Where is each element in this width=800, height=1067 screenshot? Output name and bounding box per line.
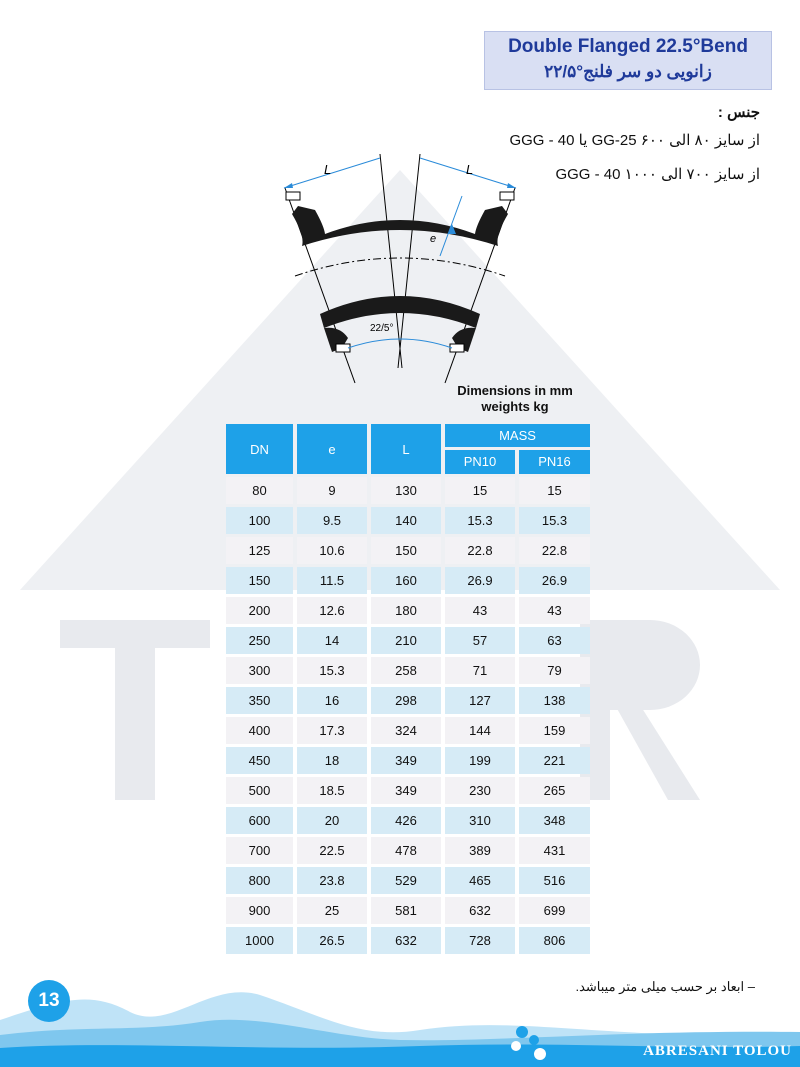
cell-e: 12.6 [297,597,367,624]
cell-l: 529 [371,867,441,894]
table-row [226,477,590,504]
cell-e: 9.5 [297,507,367,534]
table-row [226,717,590,744]
cell-dn: 100 [226,507,293,534]
cell-mass-pn10: 310 [445,807,515,834]
cell-mass-pn16: 15 [519,477,590,504]
cell-l: 180 [371,597,441,624]
title-box [484,31,772,90]
table-row [226,597,590,624]
cell-e: 9 [297,477,367,504]
cell-mass-pn10: 43 [445,597,515,624]
table-row [226,927,590,954]
cell-dn: 450 [226,747,293,774]
cell-l: 160 [371,567,441,594]
cell-e: 18.5 [297,777,367,804]
table-row [226,657,590,684]
cell-e: 23.8 [297,867,367,894]
cell-mass-pn16: 26.9 [519,567,590,594]
diagram-label-l-left: L [324,162,332,177]
cell-e: 14 [297,627,367,654]
cell-mass-pn10: 465 [445,867,515,894]
cell-dn: 900 [226,897,293,924]
cell-mass-pn16: 43 [519,597,590,624]
cell-dn: 80 [226,477,293,504]
table-row [226,687,590,714]
cell-dn: 350 [226,687,293,714]
header-mass: MASS [445,424,590,447]
cell-mass-pn16: 22.8 [519,537,590,564]
table-row [226,747,590,774]
table-row [226,507,590,534]
cell-mass-pn16: 79 [519,657,590,684]
cell-mass-pn10: 230 [445,777,515,804]
cell-l: 632 [371,927,441,954]
cell-dn: 300 [226,657,293,684]
cell-e: 26.5 [297,927,367,954]
bend-diagram [270,148,530,388]
cell-l: 210 [371,627,441,654]
cell-l: 258 [371,657,441,684]
cell-mass-pn10: 728 [445,927,515,954]
cell-e: 10.6 [297,537,367,564]
cell-dn: 125 [226,537,293,564]
cell-mass-pn16: 63 [519,627,590,654]
cell-dn: 200 [226,597,293,624]
cell-l: 324 [371,717,441,744]
cell-e: 11.5 [297,567,367,594]
cell-mass-pn16: 159 [519,717,590,744]
cell-l: 478 [371,837,441,864]
cell-l: 298 [371,687,441,714]
cell-mass-pn10: 127 [445,687,515,714]
cell-l: 349 [371,777,441,804]
cell-mass-pn10: 15 [445,477,515,504]
cell-l: 140 [371,507,441,534]
cell-mass-pn10: 144 [445,717,515,744]
diagram-label-l-right: L [466,162,474,177]
cell-mass-pn16: 806 [519,927,590,954]
cell-l: 426 [371,807,441,834]
cell-dn: 150 [226,567,293,594]
title-english: Double Flanged 22.5°Bend [508,36,748,57]
cell-dn: 400 [226,717,293,744]
cell-mass-pn16: 138 [519,687,590,714]
header-pn10: PN10 [445,450,515,474]
table-row [226,837,590,864]
diagram-label-e: e [430,233,437,245]
material-line-1: از سایز ۸۰ الی ۶۰۰ GG-25 یا GGG - 40 [509,132,760,149]
cell-mass-pn10: 57 [445,627,515,654]
cell-mass-pn10: 389 [445,837,515,864]
cell-l: 581 [371,897,441,924]
cell-e: 25 [297,897,367,924]
table-body [226,477,590,954]
table-row [226,567,590,594]
table-row [226,867,590,894]
cell-mass-pn10: 15.3 [445,507,515,534]
header-l: L [371,424,441,474]
diagram-label-angle: 22/5° [370,323,394,334]
cell-dn: 500 [226,777,293,804]
cell-dn: 250 [226,627,293,654]
cell-e: 18 [297,747,367,774]
cell-mass-pn10: 632 [445,897,515,924]
cell-mass-pn16: 699 [519,897,590,924]
cell-dn: 600 [226,807,293,834]
title-persian: زانویی دو سر فلنج°۲۲/۵ [544,62,712,81]
cell-mass-pn16: 15.3 [519,507,590,534]
cell-e: 22.5 [297,837,367,864]
cell-mass-pn16: 221 [519,747,590,774]
cell-mass-pn10: 71 [445,657,515,684]
cell-mass-pn10: 199 [445,747,515,774]
cell-mass-pn10: 26.9 [445,567,515,594]
cell-dn: 700 [226,837,293,864]
material-line-2: از سایز ۷۰۰ الی ۱۰۰۰ GGG - 40 [555,166,760,183]
cell-e: 20 [297,807,367,834]
dimensions-caption-line2: weights kg [481,399,549,414]
table-row [226,777,590,804]
cell-l: 150 [371,537,441,564]
cell-mass-pn10: 22.8 [445,537,515,564]
header-dn: DN [226,424,293,474]
table-row [226,807,590,834]
footnote: – ابعاد بر حسب میلی متر میباشد. [575,979,755,994]
cell-e: 16 [297,687,367,714]
dimensions-caption-line1: Dimensions in mm [457,383,573,398]
cell-e: 17.3 [297,717,367,744]
cell-l: 349 [371,747,441,774]
header-pn16: PN16 [519,450,590,474]
table-row [226,627,590,654]
brand-name: ABRESANI TOLOU [643,1043,792,1059]
cell-dn: 800 [226,867,293,894]
cell-mass-pn16: 265 [519,777,590,804]
dimensions-table [222,421,594,957]
header-e: e [297,424,367,474]
dimensions-caption [440,383,590,415]
material-heading: جنس : [717,104,760,121]
page-number: 13 [28,980,70,1022]
cell-e: 15.3 [297,657,367,684]
table-row [226,897,590,924]
cell-l: 130 [371,477,441,504]
cell-dn: 1000 [226,927,293,954]
table-row [226,537,590,564]
cell-mass-pn16: 348 [519,807,590,834]
cell-mass-pn16: 516 [519,867,590,894]
cell-mass-pn16: 431 [519,837,590,864]
